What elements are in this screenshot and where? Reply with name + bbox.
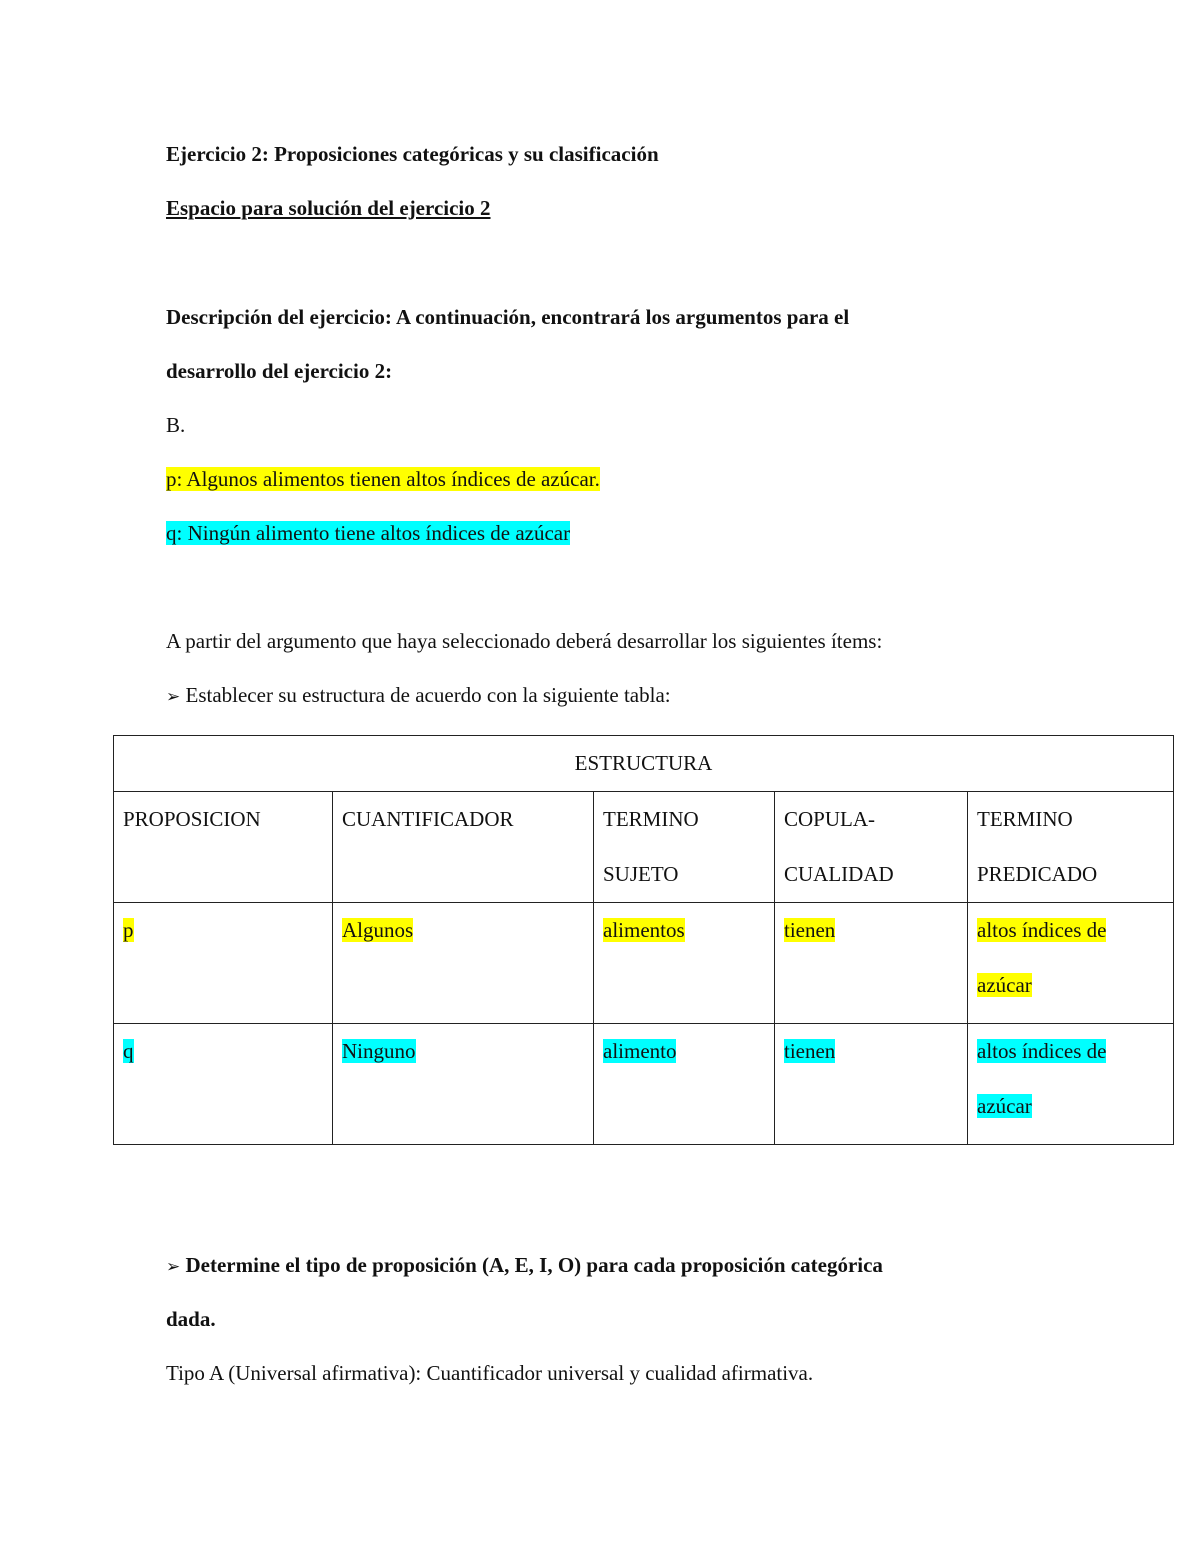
header-proposicion: PROPOSICION xyxy=(114,792,333,903)
cell-sujeto: alimento xyxy=(594,1024,775,1145)
solution-subheading: Espacio para solución del ejercicio 2 xyxy=(166,196,491,220)
bullet-structure xyxy=(166,681,671,711)
table-header-row xyxy=(114,792,1174,903)
exercise-heading: Ejercicio 2: Proposiciones categóricas y su clasificación xyxy=(166,142,659,166)
structure-table xyxy=(113,735,1174,1145)
header-copula-cualidad: COPULA- CUALIDAD xyxy=(775,792,968,903)
header-termino-sujeto: TERMINO SUJETO xyxy=(594,792,775,903)
cell-proposicion: p xyxy=(114,903,333,1024)
arrow-bullet-icon: ➢ xyxy=(166,687,181,707)
header-cuantificador: CUANTIFICADOR xyxy=(333,792,594,903)
cell-copula: tienen xyxy=(775,1024,968,1145)
cell-proposicion: q xyxy=(114,1024,333,1145)
header-termino-predicado: TERMINO PREDICADO xyxy=(968,792,1174,903)
proposition-p-line xyxy=(166,465,600,493)
bullet-type-text: Determine el tipo de proposición (A, E, I, O) para cada proposición categórica xyxy=(185,1253,883,1277)
table-row xyxy=(114,903,1174,1024)
cell-sujeto: alimentos xyxy=(594,903,775,1024)
cell-cuantificador: Ninguno xyxy=(333,1024,594,1145)
table-title: ESTRUCTURA xyxy=(114,736,1174,792)
table-row xyxy=(114,1024,1174,1145)
arrow-bullet-icon: ➢ xyxy=(166,1257,181,1277)
proposition-q: q: Ningún alimento tiene altos índices de azúcar xyxy=(166,521,571,545)
cell-cuantificador: Algunos xyxy=(333,903,594,1024)
description-line-1: Descripción del ejercicio: A continuación, encontrará los argumentos para el xyxy=(166,305,850,329)
proposition-q-line xyxy=(166,519,570,547)
cell-predicado: altos índices de azúcar xyxy=(968,1024,1174,1145)
instruction-text: A partir del argumento que haya seleccionado deberá desarrollar los siguientes ítems: xyxy=(166,629,883,653)
cell-copula: tienen xyxy=(775,903,968,1024)
cell-predicado: altos índices de azúcar xyxy=(968,903,1174,1024)
description-line-2: desarrollo del ejercicio 2: xyxy=(166,359,393,383)
bullet-structure-text: Establecer su estructura de acuerdo con la siguiente tabla: xyxy=(185,683,671,707)
bullet-type-continuation: dada. xyxy=(166,1307,216,1331)
bullet-type xyxy=(166,1251,883,1281)
tipo-a-description: Tipo A (Universal afirmativa): Cuantificador universal y cualidad afirmativa. xyxy=(166,1361,814,1385)
option-label: B. xyxy=(166,413,186,437)
proposition-p: p: Algunos alimentos tienen altos índices de azúcar. xyxy=(166,467,600,491)
